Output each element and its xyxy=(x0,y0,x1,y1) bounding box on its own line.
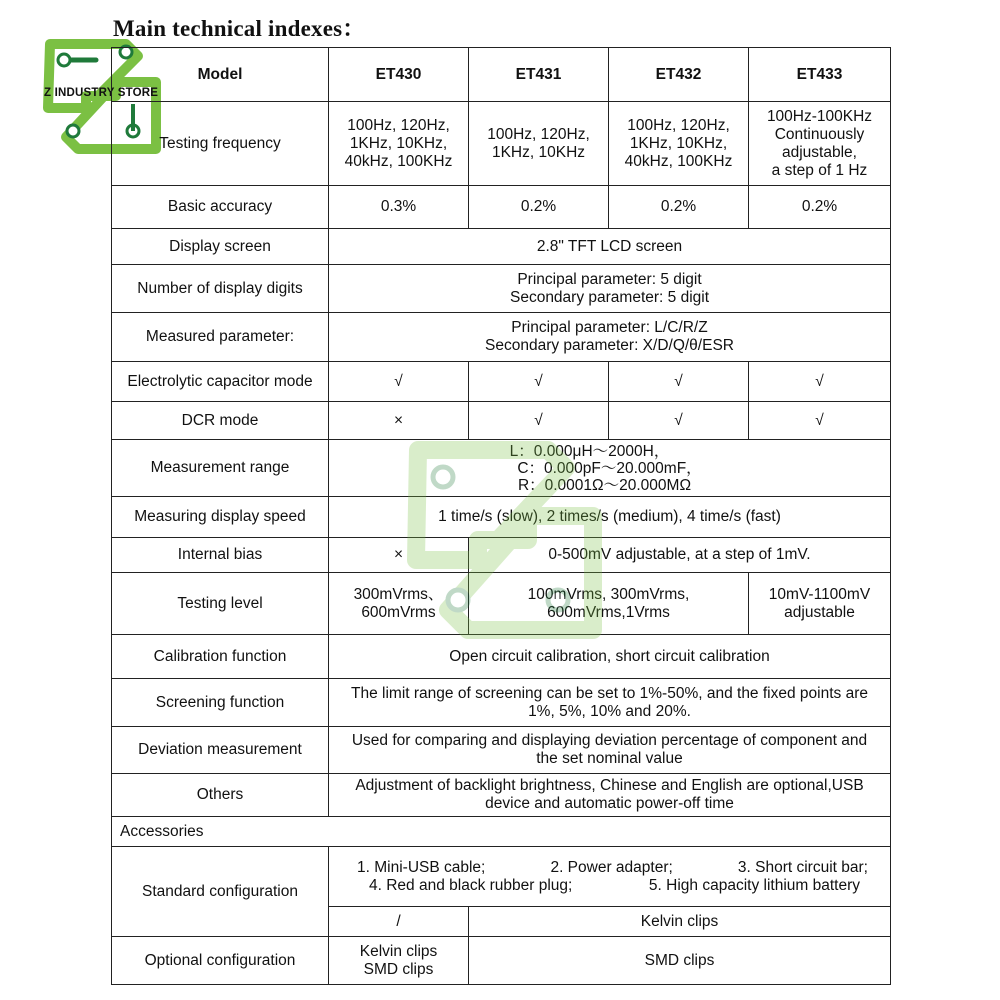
dcr-et433: √ xyxy=(749,402,891,440)
freq-et431: 100Hz, 120Hz, 1KHz, 10KHz xyxy=(469,102,609,186)
level-et431-432: 100mVrms, 300mVrms, 600mVrms,1Vrms xyxy=(469,573,749,635)
row-label: Measurement range xyxy=(112,440,329,497)
row-internal-bias xyxy=(112,538,891,573)
std-item-3: 3. Short circuit bar; xyxy=(737,858,868,876)
accuracy-et430: 0.3% xyxy=(329,186,469,229)
header-et431: ET431 xyxy=(469,48,609,102)
row-label: Measured parameter: xyxy=(112,313,329,362)
electrolytic-et432: √ xyxy=(609,362,749,402)
row-others xyxy=(112,774,891,817)
row-label: Others xyxy=(112,774,329,817)
freq-et432: 100Hz, 120Hz, 1KHz, 10KHz, 40kHz, 100KHz xyxy=(609,102,749,186)
bias-et430: × xyxy=(329,538,469,573)
row-electrolytic-mode xyxy=(112,362,891,402)
row-label: Testing frequency xyxy=(112,102,329,186)
display-screen-value: 2.8" TFT LCD screen xyxy=(329,229,891,265)
row-label: Calibration function xyxy=(112,635,329,679)
electrolytic-et430: √ xyxy=(329,362,469,402)
page-title: Main technical indexes： xyxy=(113,16,366,41)
screening-value: The limit range of screening can be set to 1%-50%, and the fixed points are 1%, 5%, 10% and 20%. xyxy=(329,679,891,727)
row-label: Deviation measurement xyxy=(112,727,329,774)
row-display-speed xyxy=(112,497,891,538)
row-basic-accuracy xyxy=(112,186,891,229)
row-deviation xyxy=(112,727,891,774)
row-label: Optional configuration xyxy=(112,937,329,985)
opt-rest: SMD clips xyxy=(469,937,891,985)
measurement-range-value: L：0.000μH～2000H， C：0.000pF～20.000mF， R：0.0001Ω～20.000MΩ xyxy=(329,440,891,497)
std-item-2: 2. Power adapter; xyxy=(550,858,673,876)
header-et430: ET430 xyxy=(329,48,469,102)
accuracy-et432: 0.2% xyxy=(609,186,749,229)
spec-table xyxy=(111,47,891,985)
others-value: Adjustment of backlight brightness, Chinese and English are optional,USB device and automatic power-off time xyxy=(329,774,891,817)
measured-parameter-value: Principal parameter: L/C/R/Z Secondary parameter: X/D/Q/θ/ESR xyxy=(329,313,891,362)
row-label: Basic accuracy xyxy=(112,186,329,229)
std-rest: Kelvin clips xyxy=(469,907,891,937)
accessories-label: Accessories xyxy=(112,817,891,847)
std-et430: / xyxy=(329,907,469,937)
row-testing-frequency xyxy=(112,102,891,186)
std-item-1: 1. Mini-USB cable; xyxy=(357,858,486,876)
row-label: Number of display digits xyxy=(112,265,329,313)
row-label: Screening function xyxy=(112,679,329,727)
row-label: Standard configuration xyxy=(112,847,329,937)
row-label: Measuring display speed xyxy=(112,497,329,538)
opt-et430: Kelvin clips SMD clips xyxy=(329,937,469,985)
freq-et430: 100Hz, 120Hz, 1KHz, 10KHz, 40kHz, 100KHz xyxy=(329,102,469,186)
dcr-et431: √ xyxy=(469,402,609,440)
dcr-et430: × xyxy=(329,402,469,440)
row-label: Electrolytic capacitor mode xyxy=(112,362,329,402)
row-measured-parameter xyxy=(112,313,891,362)
header-row xyxy=(112,48,891,102)
row-dcr-mode xyxy=(112,402,891,440)
freq-et433: 100Hz-100KHz Continuously adjustable, a step of 1 Hz xyxy=(749,102,891,186)
row-accessories xyxy=(112,817,891,847)
level-et430: 300mVrms、 600mVrms xyxy=(329,573,469,635)
level-et433: 10mV-1100mV adjustable xyxy=(749,573,891,635)
deviation-value: Used for comparing and displaying deviation percentage of component and the set nominal value xyxy=(329,727,891,774)
row-label: Testing level xyxy=(112,573,329,635)
row-optional-configuration xyxy=(112,937,891,985)
row-label: DCR mode xyxy=(112,402,329,440)
row-measurement-range xyxy=(112,440,891,497)
accuracy-et433: 0.2% xyxy=(749,186,891,229)
calibration-value: Open circuit calibration, short circuit calibration xyxy=(329,635,891,679)
row-display-screen xyxy=(112,229,891,265)
row-screening xyxy=(112,679,891,727)
header-et432: ET432 xyxy=(609,48,749,102)
row-standard-configuration xyxy=(112,847,891,907)
header-model: Model xyxy=(112,48,329,102)
accuracy-et431: 0.2% xyxy=(469,186,609,229)
row-testing-level xyxy=(112,573,891,635)
std-item-5: 5. High capacity lithium battery xyxy=(648,876,860,894)
display-speed-value: 1 time/s (slow), 2 times/s (medium), 4 time/s (fast) xyxy=(329,497,891,538)
dcr-et432: √ xyxy=(609,402,749,440)
electrolytic-et433: √ xyxy=(749,362,891,402)
electrolytic-et431: √ xyxy=(469,362,609,402)
header-et433: ET433 xyxy=(749,48,891,102)
row-display-digits xyxy=(112,265,891,313)
display-digits-value: Principal parameter: 5 digit Secondary parameter: 5 digit xyxy=(329,265,891,313)
standard-config-items xyxy=(329,847,891,907)
logo-text: Z INDUSTRY STORE xyxy=(44,87,159,99)
row-label: Internal bias xyxy=(112,538,329,573)
std-item-4: 4. Red and black rubber plug; xyxy=(369,876,573,894)
row-calibration xyxy=(112,635,891,679)
bias-rest: 0-500mV adjustable, at a step of 1mV. xyxy=(469,538,891,573)
row-label: Display screen xyxy=(112,229,329,265)
